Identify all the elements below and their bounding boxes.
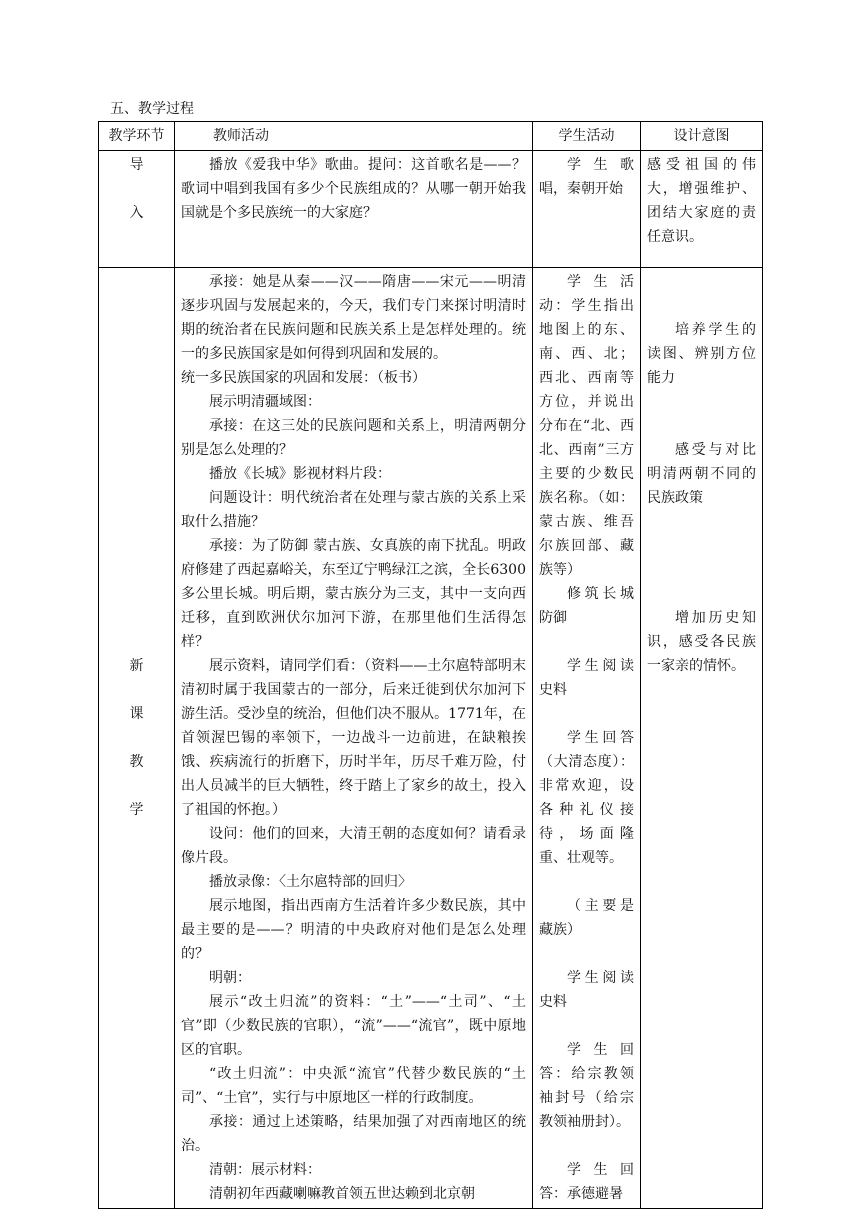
teacher-paragraph: 承接：她是从秦——汉——隋唐——宋元——明清逐步巩固与发展起来的，今天，我们专门来探讨明清时期的统治者在民族问题和民族关系上是怎样处理的。统一的多民族国家是如何得到巩固和发展的。	[181, 274, 526, 362]
column-header-student: 学生活动	[533, 122, 641, 151]
teacher-paragraph: 承接：通过上述策略，结果加强了对西南地区的统治。	[181, 1114, 526, 1154]
student-activity-text: 学生歌唱，秦朝开始	[539, 157, 634, 197]
table-header-row	[99, 122, 763, 151]
teacher-paragraph: 展示地图，指出西南方生活着许多少数民族，其中最主要的是——？明清的中央政府对他们是怎么处理的？	[181, 898, 526, 962]
teacher-paragraph: 承接：为了防御 蒙古族、女真族的南下扰乱。明政府修建了西起嘉峪关，东至辽宁鸭绿江之滨，全长6300多公里长城。明后期，蒙古族分为三支，其中一支向西迁移，直到欧洲伏尔加河下游，在那里他们生活得怎样？	[181, 538, 526, 650]
teacher-paragraph: 清朝：展示材料：	[209, 1162, 321, 1178]
student-activity-text: 学生阅读史料	[539, 970, 634, 1010]
table-row-new-lesson	[99, 268, 763, 1209]
design-intent-text: 培养学生的读图、辨别方位能力	[647, 322, 756, 386]
table-row-intro	[99, 151, 763, 268]
student-activity-text: 学生回答（大清态度）：非常欢迎，设各种礼仪接待，场面隆重、壮观等。	[539, 730, 634, 866]
student-activity-text: 学生回答：承德避暑	[539, 1162, 634, 1202]
intent-cell-new-lesson	[641, 268, 763, 1209]
column-header-stage: 教学环节	[99, 122, 175, 151]
design-intent-text: 增加历史知识，感受各民族一家亲的情怀。	[647, 610, 756, 674]
teacher-activity-text: 播放《爱我中华》歌曲。提问：这首歌名是——？歌词中唱到我国有多少个民族组成的？从哪一朝开始我国就是个多民族统一的大家庭？	[181, 157, 526, 221]
teacher-paragraph: 问题设计：明代统治者在处理与蒙古族的关系上采取什么措施？	[181, 490, 526, 530]
design-intent-text: 感受与对比明清两朝不同的民族政策	[647, 442, 756, 506]
student-activity-text: （主要是藏族）	[539, 898, 634, 938]
teacher-cell-new-lesson	[175, 268, 533, 1209]
design-intent-text: 感受祖国的伟大，增强维护、团结大家庭的责任意识。	[647, 157, 756, 245]
student-cell-intro	[533, 151, 641, 268]
teacher-paragraph: 统一多民族国家的巩固和发展：（板书）	[181, 370, 426, 386]
stage-char: 导	[129, 157, 144, 173]
stage-char: 入	[129, 205, 144, 221]
teacher-paragraph: 展示明清疆域图：	[209, 394, 321, 410]
stage-char: 新	[129, 658, 144, 674]
teacher-paragraph: 播放《长城》影视材料片段：	[209, 466, 391, 482]
section-heading: 五、教学过程	[110, 101, 194, 117]
stage-char: 教	[129, 754, 144, 770]
teacher-paragraph: 明朝：	[209, 970, 251, 986]
student-cell-new-lesson	[533, 268, 641, 1209]
stage-cell-intro	[99, 151, 175, 268]
student-activity-text: 学生活动：学生指出地图上的东、南、西、北；西北、西南等方位，并说出分布在“北、西北、西南”三方主要的少数民族名称。（如：蒙古族、维吾尔族回部、藏族等）	[539, 274, 634, 578]
stage-char: 学	[129, 802, 144, 818]
teacher-paragraph: 展示“改土归流”的资料：“土”——“土司”、“土官”即（少数民族的官职），“流”——“流官”，既中原地区的官职。	[181, 994, 526, 1058]
column-header-intent: 设计意图	[641, 122, 763, 151]
student-activity-text: 学生回答：给宗教领袖封号（给宗教领袖册封）。	[539, 1042, 634, 1130]
teacher-cell-intro	[175, 151, 533, 268]
column-header-teacher: 教师活动	[175, 122, 533, 151]
teacher-paragraph: 承接：在这三处的民族问题和关系上，明清两朝分别是怎么处理的？	[181, 418, 526, 458]
teacher-paragraph: 设问：他们的回来，大清王朝的态度如何？请看录像片段。	[181, 826, 526, 866]
student-activity-text: 学生阅读史料	[539, 658, 634, 698]
intent-cell-intro	[641, 151, 763, 268]
teacher-paragraph: 展示资料，请同学们看：（资料——土尔扈特部明末清初时属于我国蒙古的一部分，后来迁徙到伏尔加河下游生活。受沙皇的统治，但他们决不服从。1771年，在首领渥巴锡的率领下，一边战斗一边前进，在缺粮挨饿、疾病流行的折磨下，历时半年，历尽千难万险，付出人员减半的巨大牺牲，终于踏上了家乡的故土，投入了祖国的怀抱。）	[181, 658, 526, 818]
stage-cell-new-lesson	[99, 268, 175, 1209]
teacher-paragraph: “改土归流”：中央派“流官”代替少数民族的“土司”、“土官”，实行与中原地区一样的行政制度。	[181, 1066, 526, 1106]
teacher-paragraph: 清朝初年西藏喇嘛教首领五世达赖到北京朝	[209, 1186, 475, 1202]
stage-char: 课	[129, 706, 144, 722]
teacher-paragraph: 播放录像：〈土尔扈特部的回归〉	[209, 874, 412, 890]
lesson-process-table	[98, 121, 763, 1209]
student-activity-text: 修筑长城防御	[539, 586, 634, 626]
